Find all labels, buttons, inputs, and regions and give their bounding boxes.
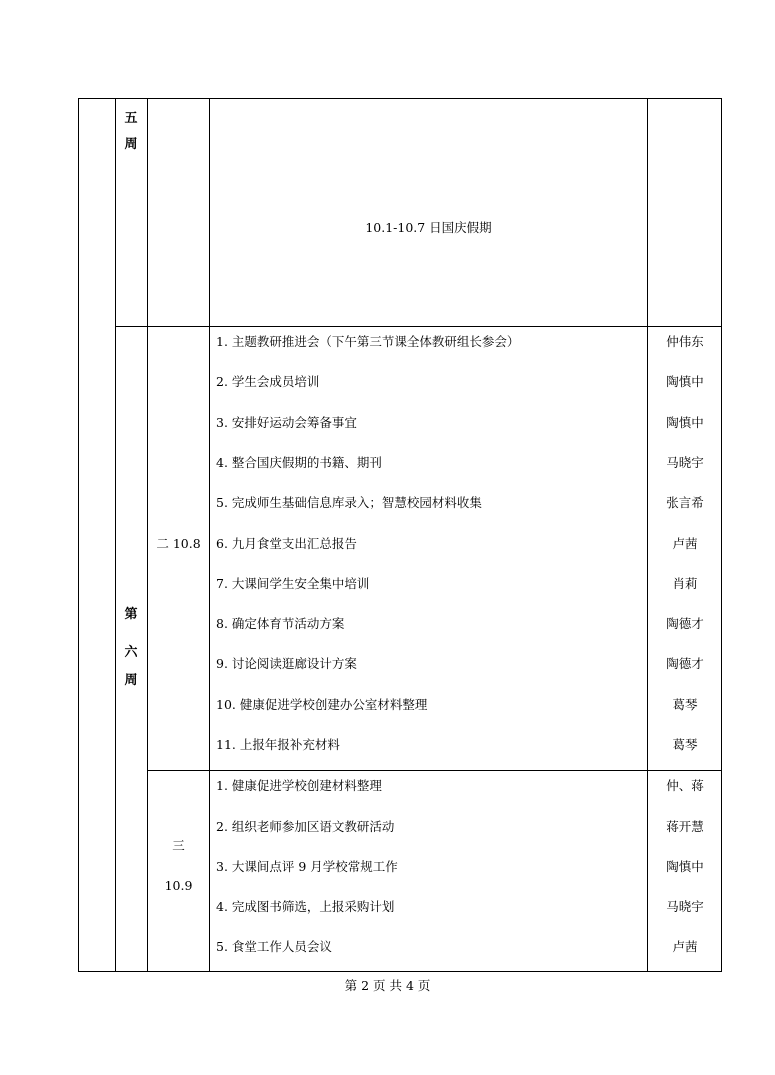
person-cell: 陶德才 [666,616,704,631]
week5-label: 五 周 [124,111,138,152]
day-wed-label-top: 三 [172,838,185,853]
task-row: 4. 完成图书筛选，上报采购计划 [216,899,395,914]
task-row: 1. 健康促进学校创建材料整理 [216,778,382,793]
person-cell: 卢茜 [672,536,698,551]
page-footer: 第 2 页 共 4 页 [344,978,431,993]
task-row: 5. 完成师生基础信息库录入；智慧校园材料收集 [216,495,482,510]
week6-label-1: 第 [124,607,138,622]
person-cell: 肖莉 [672,576,698,591]
week6-label-3: 周 [124,673,138,688]
day-tue-label: 二 10.8 [156,536,201,551]
person-cell: 马晓宇 [666,899,704,914]
table-left-border [78,98,79,972]
person-cell: 马晓宇 [666,455,704,470]
person-cell: 陶慎中 [666,415,704,430]
task-row: 5. 食堂工作人员会议 [216,939,332,954]
task-row: 10. 健康促进学校创建办公室材料整理 [216,697,428,712]
table-top-border [78,98,722,99]
table-right-border [721,98,722,972]
day-divider [147,770,722,771]
person-cell: 卢茜 [672,939,698,954]
col-divider-1 [115,98,116,972]
task-row: 6. 九月食堂支出汇总报告 [216,536,357,551]
task-row: 1. 主题教研推进会（下午第三节课全体教研组长参会） [216,334,520,349]
task-row: 9. 讨论阅读逛廊设计方案 [216,656,357,671]
person-cell: 仲、蒋 [666,778,704,793]
person-cell: 葛琴 [672,697,698,712]
person-cell: 蒋开慧 [666,819,704,834]
week-divider [115,326,722,327]
task-row: 11. 上报年报补充材料 [216,737,340,752]
person-cell: 陶德才 [666,656,704,671]
task-row: 3. 大课间点评 9 月学校常规工作 [216,859,398,874]
person-cell: 张言希 [666,495,704,510]
person-cell: 陶慎中 [666,374,704,389]
person-cell: 仲伟东 [666,334,704,349]
task-row: 8. 确定体育节活动方案 [216,616,345,631]
holiday-text: 10.1-10.7 日国庆假期 [365,220,492,235]
week6-label-2: 六 [124,645,138,660]
col-divider-4 [647,98,648,972]
table-bottom-border [78,971,722,972]
day-wed-label-bottom: 10.9 [164,878,193,893]
task-row: 4. 整合国庆假期的书籍、期刊 [216,455,382,470]
person-cell: 葛琴 [672,737,698,752]
task-row: 3. 安排好运动会筹备事宜 [216,415,357,430]
task-row: 2. 学生会成员培训 [216,374,320,389]
person-cell: 陶慎中 [666,859,704,874]
task-row: 7. 大课间学生安全集中培训 [216,576,370,591]
task-row: 2. 组织老师参加区语文教研活动 [216,819,395,834]
